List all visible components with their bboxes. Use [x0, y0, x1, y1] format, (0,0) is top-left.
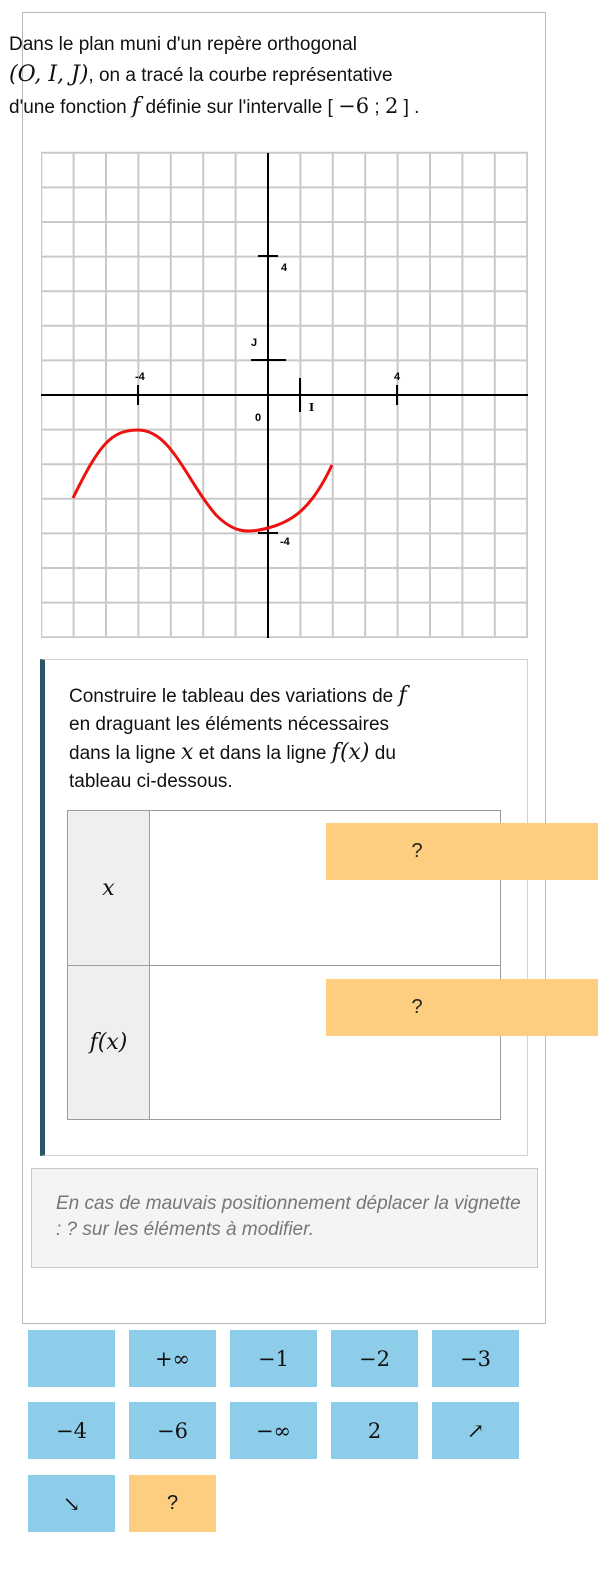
expression-fx: f(x): [331, 740, 370, 765]
task-panel: [40, 659, 528, 1156]
frame-notation: (O, I, J): [9, 62, 89, 87]
tile-label: −3: [460, 1346, 491, 1371]
label-y-neg4: -4: [280, 536, 290, 548]
instruction-line-2: en draguant les éléments nécessaires: [69, 714, 390, 735]
hint-box: [31, 1168, 538, 1268]
statement-line-3: d'une fonction: [9, 97, 127, 118]
row-x-text: x: [102, 875, 115, 901]
label-x-neg4: -4: [135, 371, 145, 383]
variable-x: x: [180, 740, 194, 765]
label-I: I: [309, 401, 315, 414]
instruction-line-3a: dans la ligne: [69, 743, 176, 764]
label-y-pos4: 4: [281, 262, 288, 274]
instruction-line-4: tableau ci-dessous.: [69, 771, 233, 792]
function-graph: [41, 150, 528, 638]
interval-text: définie sur l'intervalle [: [145, 97, 333, 118]
tile-label: ?: [166, 1492, 179, 1514]
statement-line-2: , on a tracé la courbe représentative: [88, 65, 393, 86]
label-J: J: [251, 337, 258, 349]
tile-2[interactable]: [331, 1402, 418, 1459]
interval-sep: ;: [374, 97, 380, 118]
instruction-line-1: Construire le tableau des variations de: [69, 686, 394, 707]
tile-minus-infinity[interactable]: [230, 1402, 317, 1459]
function-name: f: [398, 683, 407, 708]
tile-minus-6[interactable]: [129, 1402, 216, 1459]
label-origin: 0: [255, 412, 262, 424]
row-label-fx: [68, 966, 150, 1119]
tile-minus-2[interactable]: [331, 1330, 418, 1387]
row-label-x: [68, 811, 150, 966]
tile-label: −4: [56, 1418, 87, 1443]
row-fx-text: f(x): [89, 1030, 128, 1055]
instruction-line-3c: du: [374, 743, 396, 764]
statement-line-1: Dans le plan muni d'un repère orthogonal: [9, 34, 357, 55]
graph-axes: [41, 153, 528, 638]
drop-zone-x-label: ?: [411, 840, 423, 862]
tile-label: −1: [258, 1346, 289, 1371]
hint-text: En cas de mauvais positionnement déplacer la vignette : ? sur les éléments à modifier.: [56, 1193, 521, 1240]
tile-plus-infinity[interactable]: [129, 1330, 216, 1387]
tile-empty[interactable]: [28, 1330, 115, 1387]
tile-arrow-up-icon[interactable]: [432, 1402, 519, 1459]
arrow-down-icon: ↘: [62, 1491, 81, 1516]
drop-zone-fx-label: ?: [411, 996, 423, 1018]
tile-minus-1[interactable]: [230, 1330, 317, 1387]
drop-zone-fx-row[interactable]: [326, 979, 598, 1036]
arrow-up-icon: ↗: [466, 1418, 485, 1443]
task-instruction: [69, 682, 509, 796]
tile-minus-3[interactable]: [432, 1330, 519, 1387]
drop-zone-x-row[interactable]: [326, 823, 598, 880]
interval-upper: 2: [384, 94, 399, 118]
tile-placeholder[interactable]: [129, 1475, 216, 1532]
tile-minus-4[interactable]: [28, 1402, 115, 1459]
interval-lower: −6: [338, 94, 370, 118]
instruction-line-3b: et dans la ligne: [198, 743, 327, 764]
tile-label: −6: [157, 1418, 188, 1443]
tile-label: −2: [359, 1346, 390, 1371]
exercise-statement: [9, 30, 524, 123]
function-name: f: [132, 94, 141, 119]
tile-arrow-down-icon[interactable]: [28, 1475, 115, 1532]
tile-label: 2: [367, 1418, 382, 1443]
label-x-pos4: 4: [394, 371, 401, 383]
tile-label: −∞: [255, 1418, 292, 1443]
interval-close: ] .: [403, 97, 420, 118]
tile-label: +∞: [154, 1346, 191, 1371]
